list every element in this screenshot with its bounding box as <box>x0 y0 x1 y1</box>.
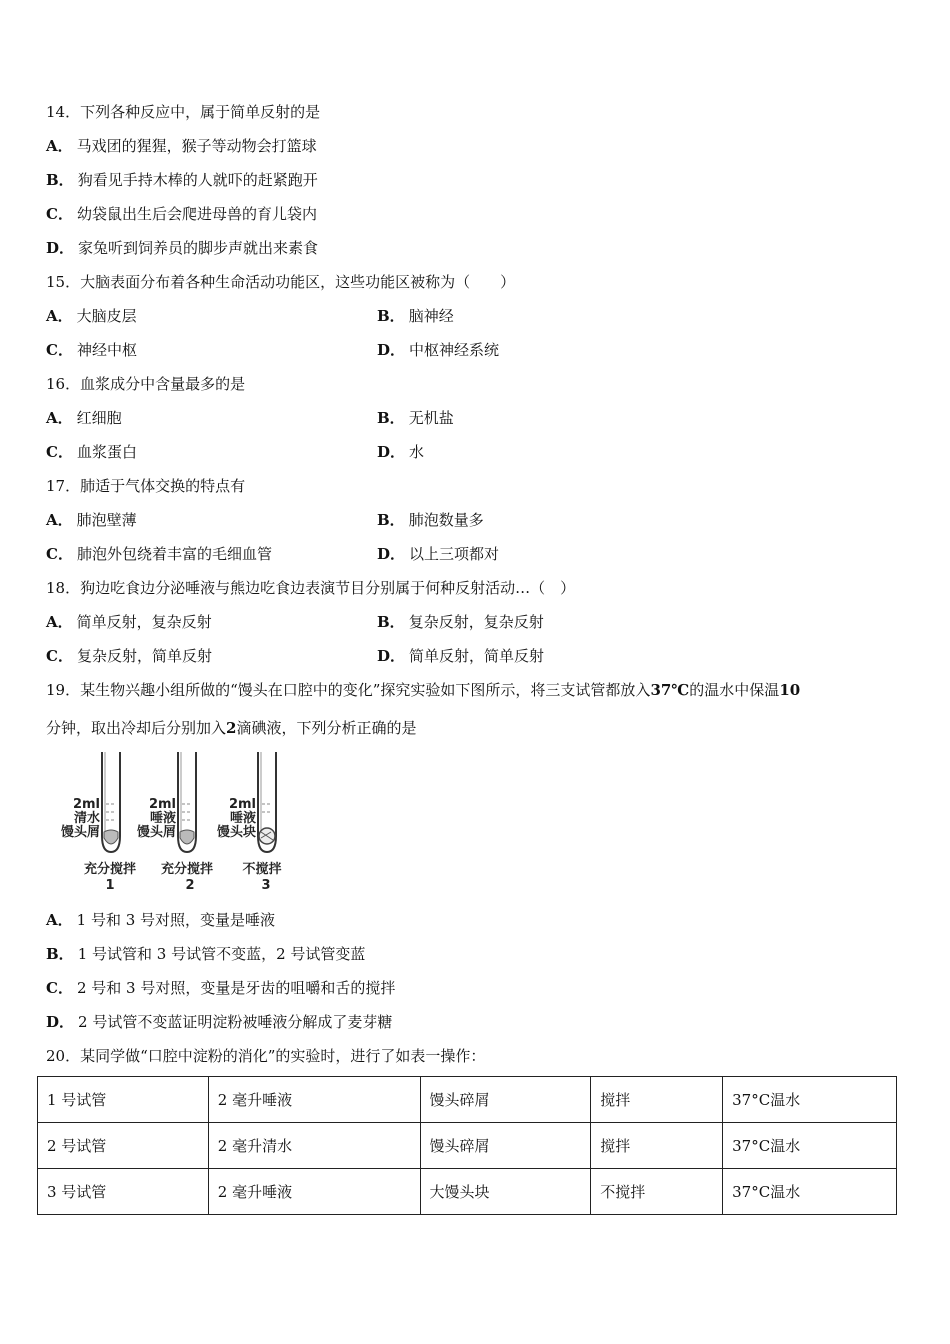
q17-option-b: B． 肺泡数量多 <box>377 511 484 529</box>
q17-stem: 17．肺适于气体交换的特点有 <box>46 477 246 495</box>
q16-option-d: D． 水 <box>377 443 425 461</box>
table-cell: 1 号试管 <box>38 1077 209 1123</box>
q14-stem: 14．下列各种反应中，属于简单反射的是 <box>46 103 321 121</box>
q19-stem-line2: 分钟，取出冷却后分别加入2滴碘液，下列分析正确的是 <box>46 719 417 737</box>
q18-option-d: D． 简单反射，简单反射 <box>377 647 545 665</box>
q19-option-c: C． 2 号和 3 号对照，变量是牙齿的咀嚼和舌的搅拌 <box>46 979 396 997</box>
q14-option-d: D． 家兔听到饲养员的脚步声就出来素食 <box>46 239 319 257</box>
table-cell: 37°C温水 <box>723 1123 897 1169</box>
q14-option-b: B． 狗看见手持木棒的人就吓的赶紧跑开 <box>46 171 318 189</box>
q19-stem-line1: 19．某生物兴趣小组所做的“馒头在口腔中的变化”探究实验如下图所示，将三支试管都放入37℃的温水中保温10 <box>46 681 801 699</box>
tube-3-number: 3 <box>261 878 271 893</box>
table-cell: 馒头碎屑 <box>420 1123 591 1169</box>
tube-2-number: 2 <box>185 878 195 893</box>
table-cell: 大馒头块 <box>420 1169 591 1215</box>
test-tube-1 <box>102 752 120 852</box>
q15-option-c: C． 神经中枢 <box>46 341 137 359</box>
q19-option-a: A． 1 号和 3 号对照，变量是唾液 <box>46 911 276 929</box>
table-cell: 2 毫升唾液 <box>208 1077 420 1123</box>
table-cell: 3 号试管 <box>38 1169 209 1215</box>
tube-2-caption: 充分搅拌 <box>160 862 213 877</box>
tube-1-caption: 充分搅拌 <box>83 862 136 877</box>
q18-option-c: C． 复杂反射，简单反射 <box>46 647 212 665</box>
table-cell: 2 毫升唾液 <box>208 1169 420 1215</box>
q19-option-b: B． 1 号试管和 3 号试管不变蓝，2 号试管变蓝 <box>46 945 366 963</box>
q17-option-d: D． 以上三项都对 <box>377 545 500 563</box>
table-row <box>38 1123 897 1169</box>
tube-3-labels: 2ml 唾液 馒头块 <box>216 797 256 840</box>
q16-option-b: B． 无机盐 <box>377 409 454 427</box>
q19-option-d: D． 2 号试管不变蓝证明淀粉被唾液分解成了麦芽糖 <box>46 1013 393 1031</box>
q17-option-a: A． 肺泡壁薄 <box>46 511 137 529</box>
q16-option-c: C． 血浆蛋白 <box>46 443 137 461</box>
table-row <box>38 1077 897 1123</box>
q14-option-a: A． 马戏团的猩猩，猴子等动物会打篮球 <box>46 137 317 155</box>
q16-option-a: A． 红细胞 <box>46 409 122 427</box>
table-cell: 2 号试管 <box>38 1123 209 1169</box>
table-cell: 不搅拌 <box>591 1169 723 1215</box>
table-cell: 37°C温水 <box>723 1169 897 1215</box>
q15-stem: 15．大脑表面分布着各种生命活动功能区，这些功能区被称为（ ） <box>46 273 516 291</box>
experiment-table <box>37 1076 897 1215</box>
q15-option-b: B． 脑神经 <box>377 307 454 325</box>
table-cell: 2 毫升清水 <box>208 1123 420 1169</box>
test-tube-figure <box>52 748 292 896</box>
table-cell: 37°C温水 <box>723 1077 897 1123</box>
tube-3-caption: 不搅拌 <box>242 862 282 877</box>
table-cell: 馒头碎屑 <box>420 1077 591 1123</box>
test-tube-2 <box>178 752 196 852</box>
q16-stem: 16．血浆成分中含量最多的是 <box>46 375 246 393</box>
q15-option-a: A． 大脑皮层 <box>46 307 137 325</box>
table-row <box>38 1169 897 1215</box>
tube-2-labels: 2ml 唾液 馒头屑 <box>136 797 176 840</box>
q14-option-c: C． 幼袋鼠出生后会爬进母兽的育儿袋内 <box>46 205 317 223</box>
tube-1-number: 1 <box>105 878 115 893</box>
q20-stem: 20．某同学做“口腔中淀粉的消化”的实验时，进行了如表一操作： <box>46 1047 486 1065</box>
table-cell: 搅拌 <box>591 1077 723 1123</box>
q18-stem: 18．狗边吃食边分泌唾液与熊边吃食边表演节目分别属于何种反射活动…（ ） <box>46 579 576 597</box>
q17-option-c: C． 肺泡外包绕着丰富的毛细血管 <box>46 545 272 563</box>
test-tube-3 <box>258 752 276 852</box>
q18-option-b: B． 复杂反射，复杂反射 <box>377 613 544 631</box>
tube-1-labels: 2ml 清水 馒头屑 <box>60 797 100 840</box>
q15-option-d: D． 中枢神经系统 <box>377 341 500 359</box>
table-cell: 搅拌 <box>591 1123 723 1169</box>
q18-option-a: A． 简单反射，复杂反射 <box>46 613 212 631</box>
